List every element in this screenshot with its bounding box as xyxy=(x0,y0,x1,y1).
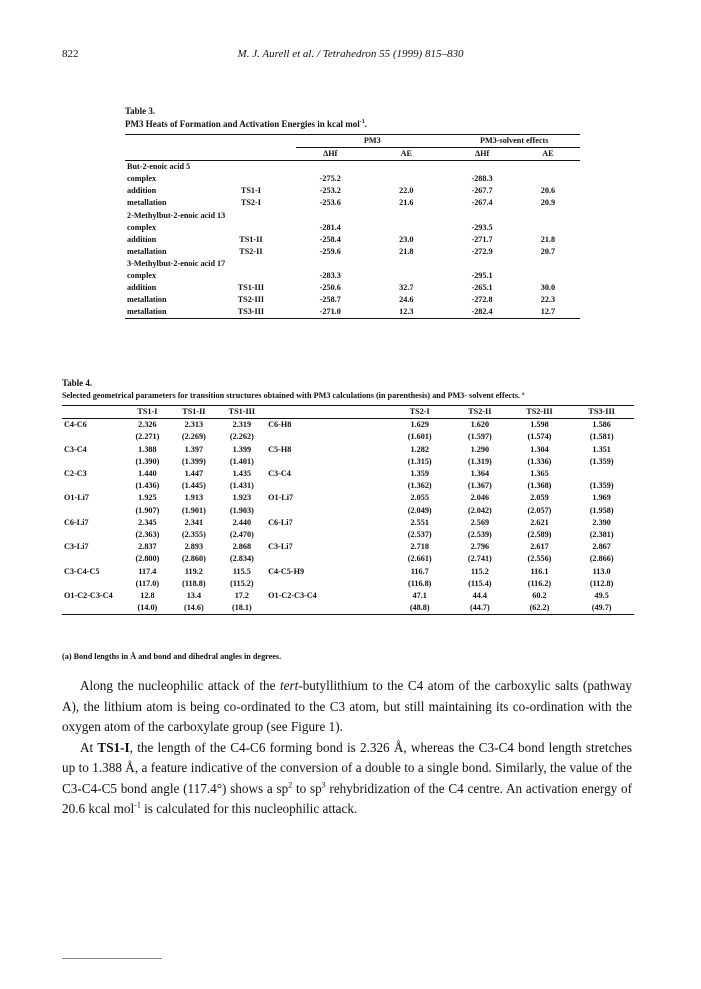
ae-solvent-value: 30.0 xyxy=(540,283,556,293)
ae-solvent-value xyxy=(516,173,580,185)
spacer-cell xyxy=(266,505,389,517)
paragraph-1: Along the nucleophilic attack of the tert-butyllithium to the C4 atom of the carboxylic salts (pathway A), the lithium atom is being co-ordinated to the C3 atom, but still maintaining its co-ordination with the oxygen atom of the carboxylate group (see Figure 1). xyxy=(62,678,632,734)
ts2-pm3-value: (1.319) xyxy=(467,456,492,466)
table3-row xyxy=(125,306,580,319)
table4-row xyxy=(62,541,634,553)
table3-section-row xyxy=(125,210,580,222)
param-name: O1-C2-C3-C4 xyxy=(268,591,317,601)
ts1-pm3-value: (1.390) xyxy=(135,456,160,466)
ts-name: TS2-III xyxy=(237,295,265,305)
table4-row xyxy=(62,419,634,432)
ts2-pm3-value: (115.4) xyxy=(468,578,492,588)
ts1-pm3-value: (2.269) xyxy=(181,432,206,442)
ts2-value: 1.290 xyxy=(470,444,490,454)
table4-row-parenthesis xyxy=(62,553,634,565)
ts1-pm3-value: (2.470) xyxy=(229,530,254,540)
ts1-value: 1.925 xyxy=(138,493,157,503)
table3-section-row xyxy=(125,258,580,270)
row-label: metallation xyxy=(127,295,167,305)
ts1-pm3-value: (14.6) xyxy=(183,603,204,613)
ts-name: TS2-I xyxy=(240,198,261,208)
ts2-value: 2.867 xyxy=(592,542,611,552)
col-header: TS2-II xyxy=(468,407,492,416)
ts2-pm3-value: (1.958) xyxy=(589,505,614,515)
ts1-value: 1.440 xyxy=(138,469,157,479)
ts2-pm3-value: (1.359) xyxy=(589,456,614,466)
col-header: TS1-II xyxy=(182,407,206,416)
group-pm3: PM3 xyxy=(296,135,448,148)
ae-solvent-value: 12.7 xyxy=(540,307,556,317)
ts2-value: 1.620 xyxy=(470,420,490,430)
ts1-pm3-value: (2.271) xyxy=(135,432,160,442)
group-pm3-solvent: PM3-solvent effects xyxy=(448,135,580,148)
ts2-value: 2.621 xyxy=(530,517,549,527)
ts2-value: 2.390 xyxy=(592,517,611,527)
ae-value: 24.6 xyxy=(399,295,414,305)
param-name: C3-C4 xyxy=(268,469,291,479)
row-label: complex xyxy=(127,271,157,281)
param-name: O1-C2-C3-C4 xyxy=(64,591,113,601)
row-label: addition xyxy=(127,283,157,293)
ae-value: 22.0 xyxy=(399,186,414,196)
ts2-pm3-value: (1.597) xyxy=(467,432,492,442)
ae-value: 12.3 xyxy=(399,307,414,317)
table3-row xyxy=(125,222,580,234)
ae-solvent-value xyxy=(516,270,580,282)
ts1-pm3-value: (2.860) xyxy=(181,554,206,564)
param-name: C6-H8 xyxy=(268,420,292,430)
dhf-solvent-value: -295.1 xyxy=(471,271,493,281)
dhf-solvent-value: -267.7 xyxy=(471,186,493,196)
ts1-value: 2.837 xyxy=(138,542,157,552)
ts2-pm3-value: (1.581) xyxy=(589,432,614,442)
dhf-solvent-value: -272.8 xyxy=(471,295,493,305)
dhf-solvent-value: -293.5 xyxy=(471,222,493,232)
ts1-pm3-value: (115.2) xyxy=(230,578,254,588)
ts2-pm3-value: (48.8) xyxy=(409,603,430,613)
spacer-cell xyxy=(266,529,389,541)
param-name: C3-C4 xyxy=(64,444,87,454)
param-name: C3-Li7 xyxy=(268,542,293,552)
ts1-pm3-value: (1.399) xyxy=(181,456,206,466)
spacer-cell xyxy=(62,553,125,565)
ts1-value: 2.341 xyxy=(184,517,204,527)
row-label: complex xyxy=(127,222,157,232)
table4-row xyxy=(62,468,634,480)
spacer-cell xyxy=(266,602,389,615)
col-header xyxy=(62,406,125,419)
ts2-value: 2.569 xyxy=(470,517,490,527)
table3-row xyxy=(125,246,580,258)
table3-row xyxy=(125,282,580,294)
ts2-pm3-value: (2.556) xyxy=(527,554,552,564)
ts1-pm3-value: (2.800) xyxy=(135,554,160,564)
ae-solvent-value: 20.9 xyxy=(540,198,556,208)
dhf-value: -275.2 xyxy=(319,174,341,184)
table4-footnote: (a) Bond lengths in Å and bond and dihedral angles in degrees. xyxy=(62,652,282,661)
ae-value: 23.0 xyxy=(399,234,414,244)
ts1-value: 2.893 xyxy=(184,542,204,552)
param-name: O1-Li7 xyxy=(268,493,294,503)
dhf-value: -283.3 xyxy=(319,271,341,281)
ts1-value: 13.4 xyxy=(186,591,202,601)
spacer-cell xyxy=(266,431,389,443)
ts-name xyxy=(206,173,297,185)
spacer-cell xyxy=(62,480,125,492)
row-label: metallation xyxy=(127,198,167,208)
ts1-pm3-value: (1.903) xyxy=(229,505,254,515)
ts2-pm3-value: (2.589) xyxy=(527,530,552,540)
col-dhf: ΔHf xyxy=(323,149,338,159)
ts1-pm3-value: (1.436) xyxy=(135,481,160,491)
ae-value: 32.7 xyxy=(399,283,414,293)
ts2-pm3-value: (2.049) xyxy=(407,505,432,515)
table4 xyxy=(62,405,634,615)
col-header: TS2-III xyxy=(526,407,553,416)
ts1-value: 2.313 xyxy=(184,420,204,430)
ae-value: 21.6 xyxy=(399,198,414,208)
ts2-pm3-value: (1.368) xyxy=(527,481,552,491)
table3-row xyxy=(125,294,580,306)
dhf-solvent-value: -288.3 xyxy=(471,174,493,184)
ts1-pm3-value: (2.363) xyxy=(135,530,160,540)
spacer-cell xyxy=(62,505,125,517)
ts1-pm3-value: (118.8) xyxy=(182,578,206,588)
ts2-value: 1.359 xyxy=(410,469,429,479)
ts1-value: 17.2 xyxy=(234,591,250,601)
table4-row-parenthesis xyxy=(62,431,634,443)
ts2-value: 2.551 xyxy=(410,517,429,527)
param-name: C3-Li7 xyxy=(64,542,89,552)
running-header-citation: M. J. Aurell et al. / Tetrahedron 55 (1999) 815–830 xyxy=(237,48,464,60)
ts2-pm3-value: (1.315) xyxy=(407,456,432,466)
ae-solvent-value: 21.8 xyxy=(540,234,556,244)
ts1-value: 2.345 xyxy=(138,517,157,527)
spacer-cell xyxy=(62,431,125,443)
spacer-cell xyxy=(62,456,125,468)
ts1-value: 1.397 xyxy=(184,444,204,454)
table3-section-row xyxy=(125,161,580,174)
param-name: C6-Li7 xyxy=(64,517,89,527)
dhf-value: -259.6 xyxy=(319,246,341,256)
dhf-value: -253.2 xyxy=(319,186,341,196)
dhf-solvent-value: -282.4 xyxy=(471,307,493,317)
ae-solvent-value: 22.3 xyxy=(540,295,556,305)
section-title: 2-Methylbut-2-enoic acid 13 xyxy=(127,210,226,220)
table3-row xyxy=(125,173,580,185)
ts1-value: 1.435 xyxy=(232,469,252,479)
dhf-solvent-value: -271.7 xyxy=(471,234,493,244)
ts-name xyxy=(206,270,297,282)
ae-value xyxy=(364,270,448,282)
ts-name: TS1-II xyxy=(239,234,263,244)
table4-caption: Selected geometrical parameters for transition structures obtained with PM3 calculations (in parenthesis) and PM3- solvent effects. ª xyxy=(62,391,525,400)
col-header: TS1-I xyxy=(137,407,158,416)
ts2-pm3-value: (2.866) xyxy=(589,554,614,564)
row-label: addition xyxy=(127,234,157,244)
col-header: TS3-III xyxy=(588,407,615,416)
param-name: C3-C4-C5 xyxy=(64,566,100,576)
ts2-value: 1.598 xyxy=(530,420,549,430)
ts2-value: 1.282 xyxy=(410,444,429,454)
table3-row xyxy=(125,197,580,209)
table4-label: Table 4. xyxy=(62,378,93,388)
spacer-cell xyxy=(62,602,125,615)
ts2-value: 1.969 xyxy=(592,493,611,503)
section-title: But-2-enoic acid 5 xyxy=(127,162,191,172)
col-header: TS1-III xyxy=(228,407,256,416)
table3-caption: PM3 Heats of Formation and Activation Energies in kcal mol$^{-1}$. xyxy=(125,119,367,129)
table4-row-parenthesis xyxy=(62,456,634,468)
table4-row xyxy=(62,517,634,529)
ts1-pm3-value: (2.834) xyxy=(229,554,254,564)
ts2-pm3-value: (1.336) xyxy=(527,456,552,466)
row-label: metallation xyxy=(127,246,167,256)
dhf-value: -250.6 xyxy=(319,283,341,293)
ts2-pm3-value: (1.359) xyxy=(589,481,614,491)
ts1-pm3-value: (1.401) xyxy=(229,456,254,466)
ts2-value: 2.059 xyxy=(530,493,549,503)
ts2-value: 60.2 xyxy=(532,591,547,601)
table3-label: Table 3. xyxy=(125,106,156,116)
ts2-value: 116.7 xyxy=(410,566,429,576)
ts2-pm3-value: (1.362) xyxy=(407,481,432,491)
ts2-pm3-value: (112.8) xyxy=(589,578,614,588)
footer-rule xyxy=(62,958,162,959)
ae-solvent-value: 20.7 xyxy=(540,246,556,256)
ts2-value: 47.1 xyxy=(412,591,427,601)
ts2-value: 1.586 xyxy=(592,420,611,430)
ts2-pm3-value: (62.2) xyxy=(529,603,550,613)
dhf-solvent-value: -272.9 xyxy=(471,246,493,256)
section-title: 3-Methylbut-2-enoic acid 17 xyxy=(127,258,226,268)
table4-row xyxy=(62,590,634,602)
ts2-value xyxy=(569,468,634,480)
ae-value xyxy=(364,173,448,185)
table4-row-parenthesis xyxy=(62,505,634,517)
col-dhf-solvent: ΔHf xyxy=(474,149,490,159)
ts-name xyxy=(206,222,297,234)
param-name: C4-C6 xyxy=(64,420,87,430)
ts-name: TS1-I xyxy=(240,186,261,196)
param-name: C5-H8 xyxy=(268,444,292,454)
ts2-pm3-value: (44.7) xyxy=(469,603,490,613)
ts1-pm3-value: (1.901) xyxy=(181,505,206,515)
ts1-value: 119.2 xyxy=(184,566,203,576)
paragraph-2: At TS1-I, the length of the C4-C6 forming bond is 2.326 Å, whereas the C3-C4 bond length stretches up to 1.388 Å, a feature indicative of the conversion of a double to a single bond. Similarly, the value of the C3-C4-C5 bond angle (117.4°) shows a $sp^2$ to $sp^3$ rehybridization of the C4 centre. An activation energy of 20.6 kcal mol$^{-1}$ is calculated for this nucleophilic attack. xyxy=(62,739,633,816)
ts2-value: 49.5 xyxy=(594,591,609,601)
ts2-value: 44.4 xyxy=(472,591,487,601)
ts2-pm3-value: (2.661) xyxy=(407,554,432,564)
col-ae-solvent: AE xyxy=(542,149,554,159)
body-text xyxy=(62,676,632,820)
spacer-cell xyxy=(62,529,125,541)
ts1-value: 1.399 xyxy=(232,444,252,454)
param-name: C6-Li7 xyxy=(268,517,293,527)
ts2-value: 1.351 xyxy=(592,444,611,454)
spacer-cell xyxy=(266,480,389,492)
ts1-pm3-value: (2.355) xyxy=(181,530,206,540)
dhf-value: -258.4 xyxy=(319,234,341,244)
ts1-value: 2.440 xyxy=(232,517,252,527)
dhf-solvent-value: -265.1 xyxy=(471,283,493,293)
ts1-value: 1.913 xyxy=(184,493,204,503)
ts1-pm3-value: (18.1) xyxy=(231,603,252,613)
table3-row xyxy=(125,185,580,197)
table4-row-parenthesis xyxy=(62,602,634,615)
spacer-cell xyxy=(266,578,389,590)
ts2-value: 113.0 xyxy=(592,566,611,576)
ts2-pm3-value: (2.381) xyxy=(589,530,614,540)
table4-row xyxy=(62,566,634,578)
row-label: addition xyxy=(127,186,157,196)
ts2-value: 2.055 xyxy=(410,493,429,503)
table4-row xyxy=(62,492,634,504)
ae-solvent-value: 20.6 xyxy=(540,186,556,196)
ts2-value: 2.617 xyxy=(530,542,549,552)
spacer-cell xyxy=(266,553,389,565)
ts2-pm3-value: (2.741) xyxy=(467,554,492,564)
ts2-value: 1.304 xyxy=(530,444,549,454)
ae-value: 21.8 xyxy=(399,246,414,256)
ts2-pm3-value: (1.574) xyxy=(527,432,552,442)
ts-name: TS3-III xyxy=(237,307,265,317)
ts2-pm3-value: (1.601) xyxy=(407,432,432,442)
ts2-value: 1.364 xyxy=(470,469,490,479)
col-ae: AE xyxy=(400,149,412,159)
table4-header-row xyxy=(62,406,634,419)
ts1-pm3-value: (1.431) xyxy=(229,481,254,491)
dhf-value: -281.4 xyxy=(319,222,341,232)
ts2-pm3-value: (2.539) xyxy=(467,530,492,540)
spacer-cell xyxy=(62,578,125,590)
ts1-pm3-value: (117.0) xyxy=(135,578,160,588)
table4-row-parenthesis xyxy=(62,578,634,590)
ts2-pm3-value: (2.537) xyxy=(407,530,432,540)
ts1-value: 117.4 xyxy=(138,566,157,576)
ts2-value: 116.1 xyxy=(530,566,549,576)
table4-row-parenthesis xyxy=(62,480,634,492)
ts1-value: 115.5 xyxy=(232,566,251,576)
table3-row xyxy=(125,270,580,282)
col-header: TS2-I xyxy=(409,407,430,416)
table3-column-header xyxy=(125,148,580,161)
ts1-value: 2.319 xyxy=(232,420,252,430)
param-name: C4-C5-H9 xyxy=(268,566,305,576)
ts1-value: 2.868 xyxy=(232,542,252,552)
row-label: metallation xyxy=(127,307,167,317)
table3 xyxy=(125,134,580,319)
ts1-value: 12.8 xyxy=(140,591,155,601)
ts2-value: 2.046 xyxy=(470,493,490,503)
ts2-value: 1.629 xyxy=(410,420,429,430)
ts1-pm3-value: (1.445) xyxy=(181,481,206,491)
col-header xyxy=(266,406,389,419)
ts1-pm3-value: (1.907) xyxy=(135,505,160,515)
ts1-pm3-value: (2.262) xyxy=(229,432,254,442)
ts2-pm3-value: (1.367) xyxy=(467,481,492,491)
ts2-pm3-value: (116.2) xyxy=(527,578,552,588)
ts2-pm3-value: (49.7) xyxy=(591,603,612,613)
ts2-value: 1.365 xyxy=(530,469,549,479)
ts2-pm3-value: (116.8) xyxy=(407,578,432,588)
ts1-value: 1.447 xyxy=(184,469,204,479)
ae-solvent-value xyxy=(516,222,580,234)
table3-group-header xyxy=(125,135,580,148)
ts1-value: 2.326 xyxy=(138,420,157,430)
table4-row-parenthesis xyxy=(62,529,634,541)
ts1-pm3-value: (14.0) xyxy=(137,603,158,613)
spacer-cell xyxy=(266,456,389,468)
ts1-value: 1.388 xyxy=(138,444,157,454)
page-number: 822 xyxy=(62,48,79,60)
table3-row xyxy=(125,234,580,246)
table4-row xyxy=(62,444,634,456)
ts1-value: 1.923 xyxy=(232,493,252,503)
ts2-value: 2.796 xyxy=(470,542,490,552)
ts2-value: 2.718 xyxy=(410,542,429,552)
dhf-value: -258.7 xyxy=(319,295,341,305)
ts-name: TS2-II xyxy=(239,246,263,256)
dhf-value: -271.0 xyxy=(319,307,341,317)
ts2-pm3-value: (2.042) xyxy=(467,505,492,515)
dhf-solvent-value: -267.4 xyxy=(471,198,493,208)
dhf-value: -253.6 xyxy=(319,198,341,208)
ts2-pm3-value: (2.057) xyxy=(527,505,552,515)
row-label: complex xyxy=(127,174,157,184)
param-name: O1-Li7 xyxy=(64,493,90,503)
ts2-value: 115.2 xyxy=(470,566,489,576)
param-name: C2-C3 xyxy=(64,469,87,479)
ts-name: TS1-III xyxy=(237,283,265,293)
ae-value xyxy=(364,222,448,234)
